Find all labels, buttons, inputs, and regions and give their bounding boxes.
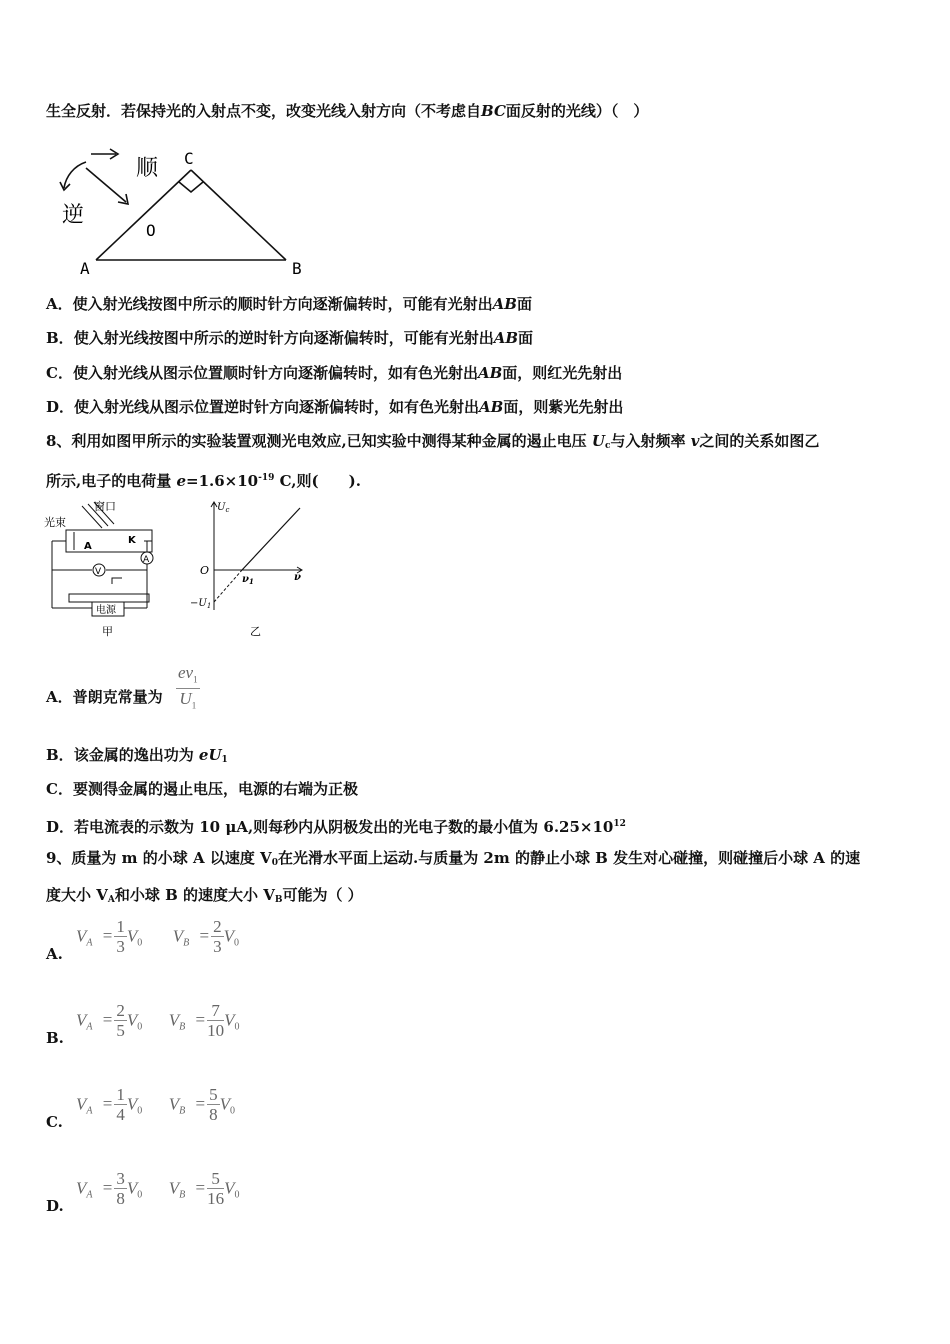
clockwise-label: 顺: [136, 156, 159, 181]
apparatus-figure: [44, 498, 174, 643]
q7-option-a: A．使入射光线按图中所示的顺时针方向逐渐偏转时，可能有光射出AB面: [46, 295, 532, 313]
window-label: 窗口: [94, 500, 116, 513]
x-axis-label: ν: [294, 572, 301, 583]
voltmeter-label: V: [95, 567, 102, 577]
q9-option-c-formula: $V_A$ = $\frac{1}{4}$ $V_0$ $V_B$ = $\frac{5}{8}$ $V_0$: [76, 1085, 235, 1124]
q7-option-b: B．使入射光线按图中所示的逆时针方向逐渐偏转时，可能有光射出AB面: [46, 329, 534, 347]
vertex-c: C: [184, 149, 194, 168]
q9-stem-line2: 度大小 $V_A$和小球 B 的速度大小 $V_B$可能为（ ）: [46, 886, 363, 905]
q8-option-a: A．普朗克常量为: [46, 688, 163, 706]
vertex-a: A: [80, 259, 90, 278]
q9-stem-line1: 9、质量为 m 的小球 A 以速度 $V_0$在光滑水平面上运动.与质量为 2m 的静止小球 B 发生对心碰撞，则碰撞后小球 A 的速: [46, 849, 861, 868]
q8-stem-line1: 8、利用如图甲所示的实验装置观测光电效应,已知实验中测得某种金属的遏止电压 $U_c$与入射频率 v之间的关系如图乙: [46, 432, 820, 451]
y-axis-label: $U_c$: [217, 502, 230, 514]
q9-option-b-label: B.: [46, 1029, 64, 1047]
origin-label: O: [200, 564, 210, 577]
cathode-label: K: [128, 535, 136, 546]
point-o: O: [146, 221, 156, 240]
q9-option-a-formula: $V_A$ = $\frac{1}{3}$ $V_0$ $V_B$ = $\frac{2}{3}$ $V_0$: [76, 917, 239, 956]
figure-jia-caption: 甲: [102, 625, 113, 638]
beam-label: 光束: [44, 516, 66, 529]
q8-stem-line2: 所示,电子的电荷量 $e=1.6\times 10^{-19}$ C,则( ).: [46, 472, 361, 490]
q9-option-a-label: A.: [46, 945, 63, 963]
neg-u1-label: $-U_1$: [190, 598, 212, 610]
q8-option-c: C．要测得金属的遏止电压，电源的右端为正极: [46, 780, 358, 798]
q8-option-b: B．该金属的逸出功为 $eU_1$: [46, 746, 228, 765]
counterclockwise-label: 逆: [62, 203, 85, 228]
uc-vs-frequency-graph: [190, 498, 320, 643]
q8-option-d: D．若电流表的示数为 10 μA,则每秒内从阴极发出的光电子数的最小值为 $6.25\times 10^{12}$: [46, 818, 626, 836]
q9-option-c-label: C.: [46, 1113, 63, 1131]
q7-stem: 生全反射．若保持光的入射点不变，改变光线入射方向（不考虑自BC面反射的光线）（ ）: [46, 102, 649, 120]
q9-option-d-label: D.: [46, 1197, 64, 1215]
prism-figure: [46, 140, 316, 280]
anode-label: A: [84, 541, 92, 552]
q7-option-c: C．使入射光线从图示位置顺时针方向逐渐偏转时，如有色光射出AB面，则红光先射出: [46, 364, 623, 382]
q9-option-d-formula: $V_A$ = $\frac{3}{8}$ $V_0$ $V_B$ = $\frac{5}{16}$ $V_0$: [76, 1169, 240, 1208]
nu1-label: $\nu_1$: [242, 574, 254, 586]
planck-fraction: $\frac{ev_1}{U_1}$: [178, 663, 198, 711]
ammeter-label: A: [143, 555, 150, 565]
power-source-label: 电源: [96, 605, 116, 616]
figure-yi-caption: 乙: [250, 625, 261, 638]
q9-option-b-formula: $V_A$ = $\frac{2}{5}$ $V_0$ $V_B$ = $\frac{7}{10}$ $V_0$: [76, 1001, 240, 1040]
q7-option-d: D．使入射光线从图示位置逆时针方向逐渐偏转时，如有色光射出AB面，则紫光先射出: [46, 398, 624, 416]
vertex-b: B: [292, 259, 302, 278]
